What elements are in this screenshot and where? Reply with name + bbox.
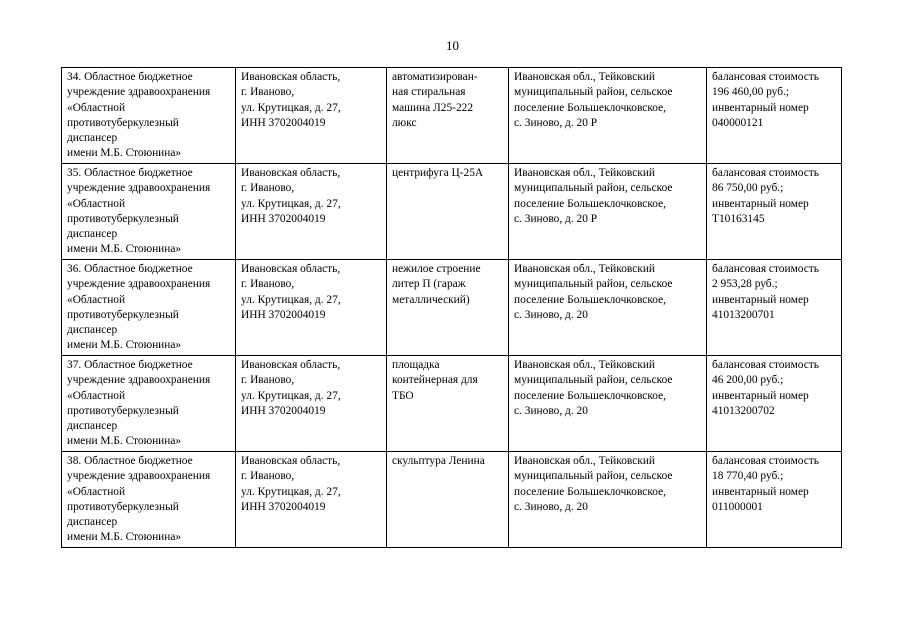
- item-cell: [387, 260, 509, 356]
- location-line: с. Зиново, д. 20 Р: [514, 212, 598, 225]
- location-cell: [509, 68, 707, 164]
- location-line: поселение Большеклочковское,: [514, 485, 667, 498]
- address-line: ИНН 3702004019: [241, 212, 326, 225]
- location-line: муниципальный район, сельское: [514, 278, 673, 291]
- org-cell: [62, 452, 236, 548]
- org-line: имени М.Б. Стоюнина»: [67, 243, 182, 256]
- value-line: 41013200701: [712, 308, 775, 321]
- value-cell: [707, 452, 842, 548]
- location-cell: [509, 356, 707, 452]
- org-line: учреждение здравоохранения: [67, 374, 211, 387]
- item-line: литер П (гараж: [392, 278, 466, 291]
- value-cell: [707, 68, 842, 164]
- property-register-table: [61, 67, 842, 548]
- location-line: Ивановская обл., Тейковский: [514, 71, 656, 83]
- address-line: ул. Крутицкая, д. 27,: [241, 293, 341, 306]
- address-cell: [236, 68, 387, 164]
- item-line: нежилое строение: [392, 263, 481, 275]
- org-line: «Областной: [67, 101, 126, 114]
- value-line: инвентарный номер: [712, 101, 809, 114]
- location-line: с. Зиново, д. 20 Р: [514, 116, 598, 129]
- location-line: Ивановская обл., Тейковский: [514, 263, 656, 275]
- table-row: [62, 164, 842, 260]
- value-line: балансовая стоимость: [712, 455, 819, 467]
- address-line: ул. Крутицкая, д. 27,: [241, 101, 341, 114]
- value-line: балансовая стоимость: [712, 167, 819, 179]
- address-line: ул. Крутицкая, д. 27,: [241, 485, 341, 498]
- address-cell: [236, 452, 387, 548]
- org-line: противотуберкулезный: [67, 500, 179, 513]
- location-line: поселение Большеклочковское,: [514, 389, 667, 402]
- page-number: 10: [446, 38, 459, 53]
- value-line: 011000001: [712, 500, 763, 513]
- org-cell: [62, 356, 236, 452]
- value-line: 040000121: [712, 116, 764, 129]
- org-line: 36. Областное бюджетное: [67, 263, 193, 275]
- item-line: площадка: [392, 359, 440, 371]
- address-line: ИНН 3702004019: [241, 404, 326, 417]
- org-line: 38. Областное бюджетное: [67, 455, 193, 467]
- location-line: Ивановская обл., Тейковский: [514, 455, 656, 467]
- location-line: с. Зиново, д. 20: [514, 308, 588, 321]
- value-line: 46 200,00 руб.;: [712, 374, 784, 387]
- item-cell: [387, 164, 509, 260]
- org-line: 37. Областное бюджетное: [67, 359, 193, 371]
- location-line: с. Зиново, д. 20: [514, 500, 588, 513]
- address-cell: [236, 260, 387, 356]
- location-line: муниципальный район, сельское: [514, 374, 673, 387]
- org-cell: [62, 260, 236, 356]
- value-line: инвентарный номер: [712, 293, 809, 306]
- location-line: муниципальный район, сельское: [514, 182, 673, 195]
- address-line: ИНН 3702004019: [241, 308, 326, 321]
- org-line: учреждение здравоохранения: [67, 182, 211, 195]
- value-line: инвентарный номер: [712, 197, 809, 210]
- org-cell: [62, 164, 236, 260]
- location-line: муниципальный район, сельское: [514, 86, 673, 99]
- value-cell: [707, 260, 842, 356]
- org-line: имени М.Б. Стоюнина»: [67, 147, 182, 160]
- value-line: 41013200702: [712, 404, 775, 417]
- address-line: Ивановская область,: [241, 167, 341, 179]
- address-line: ул. Крутицкая, д. 27,: [241, 197, 341, 210]
- location-line: поселение Большеклочковское,: [514, 197, 667, 210]
- location-cell: [509, 260, 707, 356]
- item-line: центрифуга Ц-25А: [392, 167, 484, 179]
- value-line: балансовая стоимость: [712, 263, 819, 275]
- address-line: Ивановская область,: [241, 359, 341, 371]
- org-line: 35. Областное бюджетное: [67, 167, 193, 179]
- item-cell: [387, 452, 509, 548]
- address-line: ул. Крутицкая, д. 27,: [241, 389, 341, 402]
- value-cell: [707, 164, 842, 260]
- address-line: г. Иваново,: [241, 86, 295, 99]
- org-cell: [62, 68, 236, 164]
- value-line: инвентарный номер: [712, 389, 809, 402]
- org-line: диспансер: [67, 132, 118, 145]
- org-line: «Областной: [67, 197, 126, 210]
- org-line: «Областной: [67, 485, 126, 498]
- org-line: противотуберкулезный: [67, 404, 179, 417]
- item-line: металлический): [392, 293, 470, 306]
- location-line: с. Зиново, д. 20: [514, 404, 588, 417]
- org-line: противотуберкулезный: [67, 212, 179, 225]
- item-line: люкс: [392, 116, 417, 129]
- item-cell: [387, 68, 509, 164]
- org-line: «Областной: [67, 389, 126, 402]
- value-line: балансовая стоимость: [712, 359, 819, 371]
- address-line: г. Иваново,: [241, 278, 295, 291]
- org-line: «Областной: [67, 293, 126, 306]
- value-line: 86 750,00 руб.;: [712, 182, 784, 195]
- address-cell: [236, 356, 387, 452]
- value-line: инвентарный номер: [712, 485, 809, 498]
- org-line: диспансер: [67, 324, 118, 337]
- value-line: 18 770,40 руб.;: [712, 470, 784, 483]
- location-cell: [509, 164, 707, 260]
- address-line: г. Иваново,: [241, 374, 295, 387]
- org-line: 34. Областное бюджетное: [67, 71, 193, 83]
- org-line: учреждение здравоохранения: [67, 470, 211, 483]
- item-line: контейнерная для: [392, 374, 478, 387]
- address-line: ИНН 3702004019: [241, 500, 326, 513]
- value-cell: [707, 356, 842, 452]
- item-line: машина Л25-222: [392, 101, 474, 114]
- item-line: скульптура Ленина: [392, 455, 485, 467]
- location-line: Ивановская обл., Тейковский: [514, 359, 656, 371]
- org-line: диспансер: [67, 516, 118, 529]
- location-line: Ивановская обл., Тейковский: [514, 167, 656, 179]
- org-line: противотуберкулезный: [67, 308, 179, 321]
- table-row: [62, 452, 842, 548]
- org-line: диспансер: [67, 420, 118, 433]
- item-line: ная стиральная: [392, 86, 466, 99]
- location-line: поселение Большеклочковское,: [514, 101, 667, 114]
- address-line: г. Иваново,: [241, 182, 295, 195]
- address-line: ИНН 3702004019: [241, 116, 326, 129]
- item-line: автоматизирован-: [392, 71, 478, 83]
- table-row: [62, 68, 842, 164]
- item-line: ТБО: [392, 389, 414, 402]
- address-line: Ивановская область,: [241, 263, 341, 275]
- address-line: г. Иваново,: [241, 470, 295, 483]
- org-line: имени М.Б. Стоюнина»: [67, 531, 182, 544]
- table-row: [62, 356, 842, 452]
- address-line: Ивановская область,: [241, 455, 341, 467]
- value-line: 2 953,28 руб.;: [712, 278, 778, 291]
- location-cell: [509, 452, 707, 548]
- org-line: противотуберкулезный: [67, 116, 179, 129]
- location-line: муниципальный район, сельское: [514, 470, 673, 483]
- location-line: поселение Большеклочковское,: [514, 293, 667, 306]
- address-cell: [236, 164, 387, 260]
- org-line: диспансер: [67, 228, 118, 241]
- org-line: учреждение здравоохранения: [67, 86, 211, 99]
- org-line: имени М.Б. Стоюнина»: [67, 339, 182, 352]
- org-line: учреждение здравоохранения: [67, 278, 211, 291]
- table-row: [62, 260, 842, 356]
- item-cell: [387, 356, 509, 452]
- address-line: Ивановская область,: [241, 71, 341, 83]
- value-line: Т10163145: [712, 212, 765, 225]
- org-line: имени М.Б. Стоюнина»: [67, 435, 182, 448]
- value-line: балансовая стоимость: [712, 71, 819, 83]
- value-line: 196 460,00 руб.;: [712, 86, 790, 99]
- table-body: [62, 68, 842, 548]
